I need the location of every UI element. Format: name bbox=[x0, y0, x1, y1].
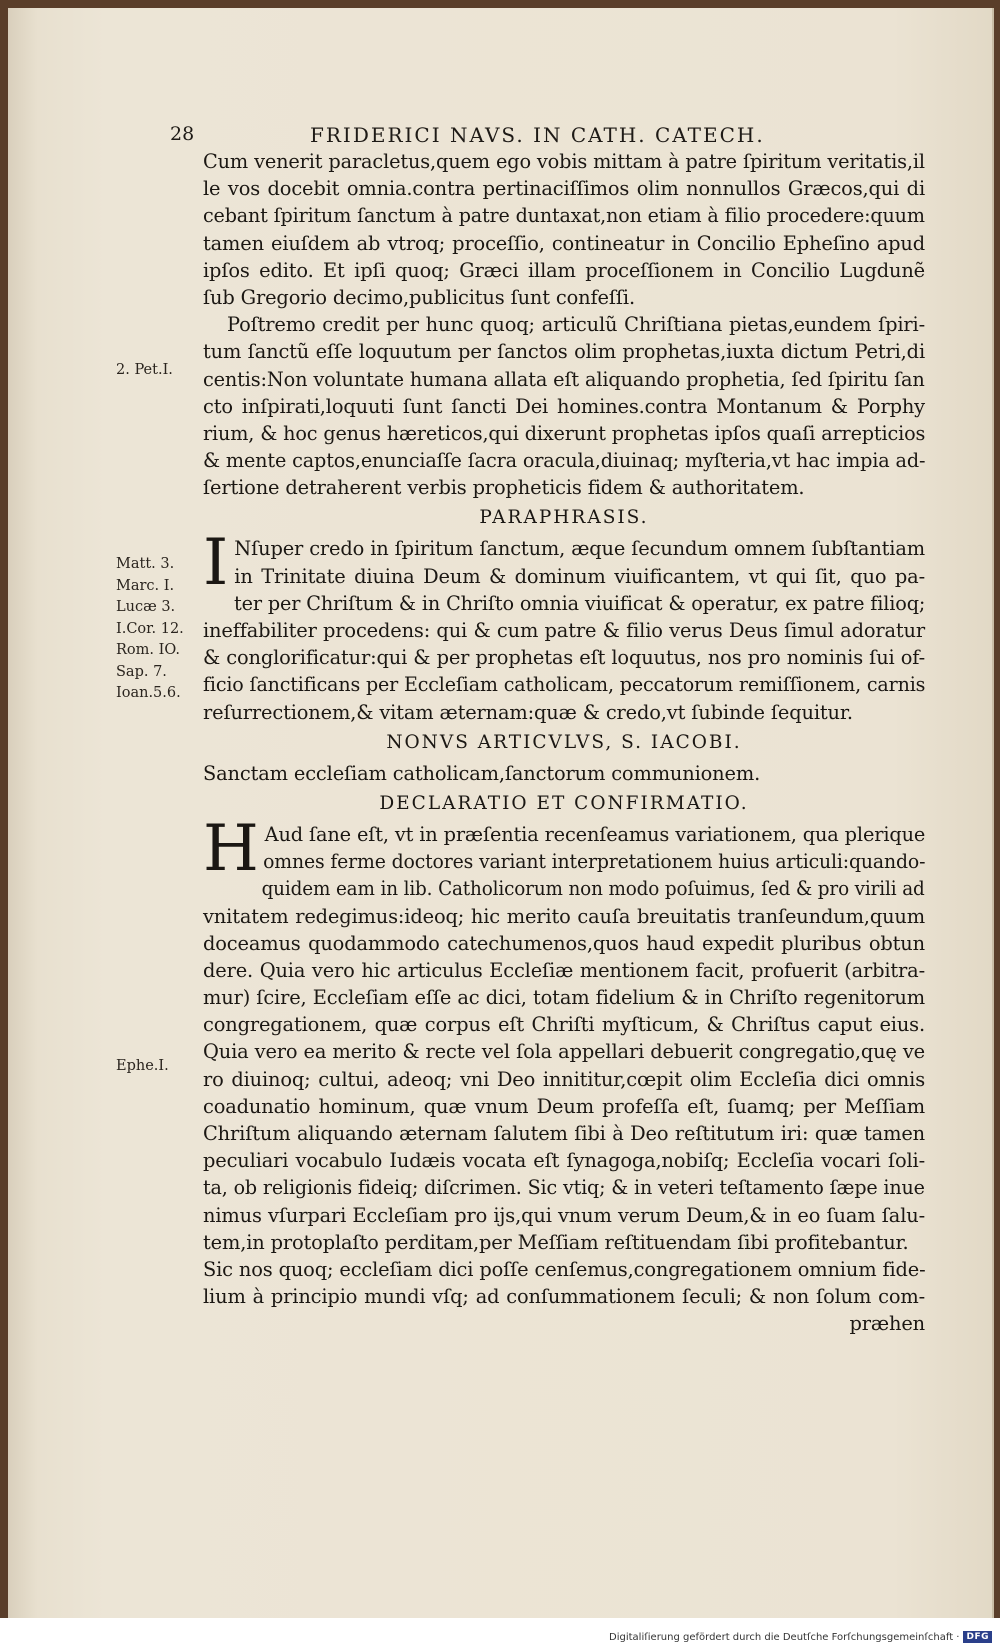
text-line: le vos docebit omnia.contra pertinaciſſimos olim nonnullos Græcos,qui di bbox=[203, 177, 925, 201]
text-line: Sic nos quoq; eccleſiam dici poſſe cenſemus,congregationem omnium fide- bbox=[203, 1257, 926, 1281]
text-line: centis:Non voluntate humana allata eſt aliquando prophetia, ſed ſpiritu ſan bbox=[203, 367, 925, 391]
article-text: Sanctam eccleſiam catholicam,ſanctorum communionem. bbox=[203, 761, 761, 785]
margin-ref: I.Cor. 12. bbox=[116, 620, 184, 637]
text-line: ro diuinoq; cultui, adeoq; vni Deo innititur,cœpit olim Eccleſia dici omnis bbox=[203, 1067, 925, 1091]
text-line: vnitatem redegimus:ideoq; hic merito cauſa breuitatis tranſeundum,quum bbox=[203, 904, 925, 928]
margin-ref: Marc. I. bbox=[116, 577, 175, 594]
text-line: ſertione detraherent verbis propheticis fidem & authoritatem. bbox=[203, 476, 805, 500]
margin-notes-paraphrasis bbox=[116, 554, 184, 705]
text-line: nimus vſurpari Eccleſiam pro ijs,qui vnum verum Deum,& in eo ſuam ſalu- bbox=[203, 1203, 925, 1227]
text-line: ta, ob religionis fideiq; diſcrimen. Sic vtiq; & in veteri teſtamento ſæpe inue bbox=[203, 1176, 925, 1200]
text-line: Aud ſane eſt, vt in præſentia recenſeamus variationem, qua plerique bbox=[264, 822, 926, 846]
drop-cap: I bbox=[203, 526, 229, 601]
text-line: tum ſanctũ eſſe loquutum per ſanctos olim prophetas,iuxta dictum Petri,di bbox=[203, 340, 925, 364]
margin-ref: Rom. IO. bbox=[116, 642, 180, 658]
text-line: Chriſtum aliquando æternam ſalutem ſibi à Deo reſtitutum iri: quæ tamen bbox=[203, 1122, 925, 1145]
text-line: doceamus quodammodo catechumenos,quos haud expedit pluribus obtun bbox=[203, 931, 925, 955]
text-line: ficio ſanctificans per Eccleſiam catholicam, peccatorum remiſſionem, carnis bbox=[203, 673, 926, 697]
text-line: ter per Chriſtum & in Chriſto omnia viuificat & operatur, ex patre filioq; bbox=[234, 591, 926, 615]
text-line: Nſuper credo in ſpiritum ſanctum, æque ſecundum omnem ſubſtantiam bbox=[234, 537, 925, 561]
paragraph-declaratio bbox=[203, 811, 926, 1338]
text-line: tamen eiuſdem ab vtroq; proceſſio, contineatur in Concilio Epheſino apud bbox=[203, 231, 925, 255]
margin-ref: Ioan.5.6. bbox=[116, 685, 181, 701]
page-body bbox=[203, 148, 925, 1338]
text-line: rium, & hoc genus hæreticos,qui dixerunt prophetas ipſos quaſi arrepticios bbox=[203, 421, 926, 445]
text-line: Poſtremo credit per hunc quoq; articulũ Chriſtiana pietas,eundem ſpiri- bbox=[227, 313, 925, 337]
text-line: peculiari vocabulo Iudæis vocata eſt ſynagoga,nobiſq; Eccleſia vocari ſoli- bbox=[203, 1149, 925, 1173]
margin-ref: Matt. 3. bbox=[116, 556, 175, 572]
paragraph-paraphrasis bbox=[203, 526, 926, 725]
text-line: reſurrectionem,& vitam æternam:quæ & credo,vt ſubinde ſequitur. bbox=[203, 700, 853, 724]
page-number: 28 bbox=[170, 123, 195, 145]
text-line: Cum venerit paracletus,quem ego vobis mittam à patre ſpiritum veritatis,il bbox=[203, 150, 925, 173]
funding-credit bbox=[609, 1631, 992, 1643]
catchword: præhen bbox=[849, 1312, 925, 1336]
text-line: congregationem, quæ corpus eſt Chriſti myſticum, & Chriſtus caput eius. bbox=[203, 1013, 925, 1037]
running-title: FRIDERICI NAVS. IN CATH. CATECH. bbox=[310, 123, 765, 147]
text-line: ſub Gregorio decimo,publicitus ſunt confeſſi. bbox=[203, 285, 635, 309]
text-line: omnes ferme doctores variant interpretationem huius articuli:quando- bbox=[263, 850, 926, 874]
text-line: lium à principio mundi vſq; ad conſummationem ſeculi; & non ſolum com- bbox=[203, 1285, 925, 1309]
text-line: cto inſpirati,loquuti ſunt ſancti Dei homines.contra Montanum & Porphy bbox=[203, 394, 925, 418]
text-line: cebant ſpiritum ſanctum à patre duntaxat,non etiam à filio procedere:quum bbox=[203, 204, 925, 228]
margin-ref: 2. Pet.I. bbox=[116, 362, 173, 378]
paragraph-postremo bbox=[203, 311, 925, 501]
text-line: mur) ſcire, Eccleſiam eſſe ac dici, totam fidelium & in Chriſto regenitorum bbox=[203, 986, 925, 1010]
section-heading-paraphrasis: PARAPHRASIS. bbox=[479, 507, 649, 529]
dfg-logo: DFG bbox=[963, 1631, 992, 1643]
drop-cap: H bbox=[203, 811, 259, 886]
text-line: in Trinitate diuina Deum & dominum viuificantem, vt qui ſit, quo pa- bbox=[234, 564, 925, 588]
text-line: dere. Quia vero hic articulus Eccleſiæ mentionem facit, profuerit (arbitra- bbox=[203, 958, 925, 982]
section-heading-declaratio: DECLARATIO ET CONFIRMATIO. bbox=[379, 792, 749, 814]
margin-ref: Sap. 7. bbox=[116, 663, 167, 680]
text-line: coadunatio hominum, quæ vnum Deum profeſſa eſt, ſuamq; per Meſſiam bbox=[203, 1094, 925, 1118]
funding-note: Digitaliſierung gefördert durch die Deutſche Forſchungsgemeinſchaft · bbox=[609, 1631, 960, 1643]
text-line: tem,in protoplaſto perditam,per Meſſiam reſtituendam ſibi profitebantur. bbox=[203, 1230, 909, 1254]
running-header bbox=[160, 123, 920, 147]
text-line: & conglorificatur:qui & per prophetas eſt loquutus, nos pro nominis ſui of- bbox=[203, 646, 925, 670]
text-line: ipſos edito. Et ipſi quoq; Græci illam proceſſionem in Concilio Lugdunẽ bbox=[203, 258, 925, 282]
paragraph-scripture bbox=[203, 148, 925, 311]
text-line: Quia vero ea merito & recte vel ſola appellari debuerit congregatio,quę ve bbox=[203, 1040, 925, 1064]
section-heading-nonus: NONVS ARTICVLVS, S. IACOBI. bbox=[386, 731, 742, 753]
margin-note-ephe bbox=[116, 1056, 169, 1078]
text-line: & mente captos,enunciaſſe ſacra oracula,diuinaq; myſteria,vt hac impia ad- bbox=[203, 449, 926, 473]
text-line: quidem eam in lib. Catholicorum non modo poſuimus, ſed & pro virili ad bbox=[261, 877, 925, 901]
text-line: ineffabiliter procedens: qui & cum patre & filio verus Deus ſimul adoratur bbox=[203, 619, 925, 642]
margin-note-pet bbox=[116, 360, 173, 382]
margin-ref: Lucæ 3. bbox=[116, 599, 176, 615]
margin-ref: Ephe.I. bbox=[116, 1058, 169, 1074]
